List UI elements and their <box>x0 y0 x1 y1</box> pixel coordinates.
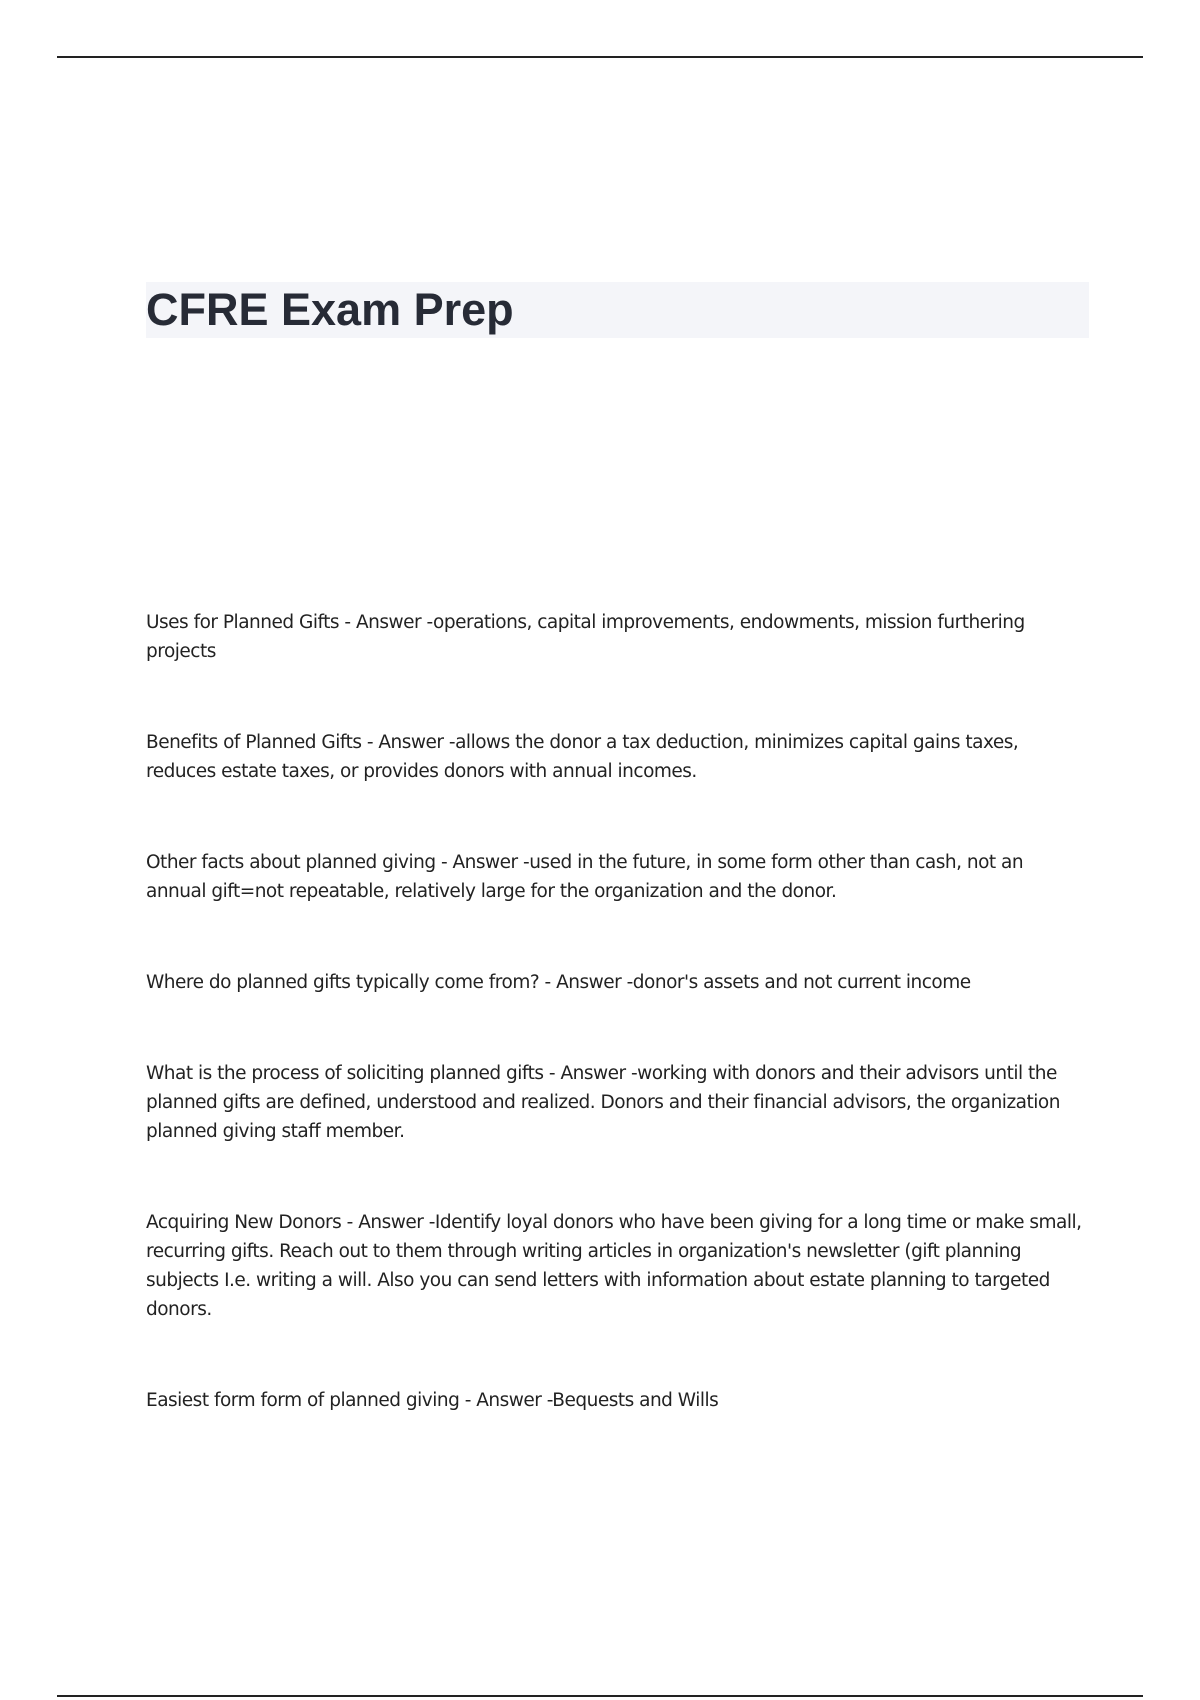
qa-item-soliciting-process: What is the process of soliciting planned gifts - Answer -working with donors and their advisors until the planned gifts are defined, understood and realized. Donors and their financial advisors, the organization planned giving staff member. <box>146 1063 1060 1142</box>
qa-item-other-facts: Other facts about planned giving - Answer -used in the future, in some form other than cash, not an annual gift=not repeatable, relatively large for the organization and the donor. <box>146 852 1024 902</box>
qa-item-uses-for-planned-gifts: Uses for Planned Gifts - Answer -operations, capital improvements, endowments, mission furthering projects <box>146 612 1025 662</box>
qa-item-acquiring-new-donors: Acquiring New Donors - Answer -Identify loyal donors who have been giving for a long time or make small, recurring gifts. Reach out to them through writing articles in organization's newsletter (gift planning subjects I.e. writing a will. Also you can send letters with information about estate planning to targeted donors. <box>146 1212 1082 1320</box>
qa-item-where-gifts-come-from: Where do planned gifts typically come from? - Answer -donor's assets and not current income <box>146 972 971 993</box>
qa-list <box>146 608 1086 1477</box>
qa-item-easiest-form: Easiest form form of planned giving - Answer -Bequests and Wills <box>146 1390 719 1411</box>
document-title: CFRE Exam Prep <box>146 284 514 335</box>
qa-item-benefits-of-planned-gifts: Benefits of Planned Gifts - Answer -allows the donor a tax deduction, minimizes capital gains taxes, reduces estate taxes, or provides donors with annual incomes. <box>146 732 1019 782</box>
footer-rule <box>57 1695 1143 1697</box>
header-rule <box>57 56 1143 58</box>
